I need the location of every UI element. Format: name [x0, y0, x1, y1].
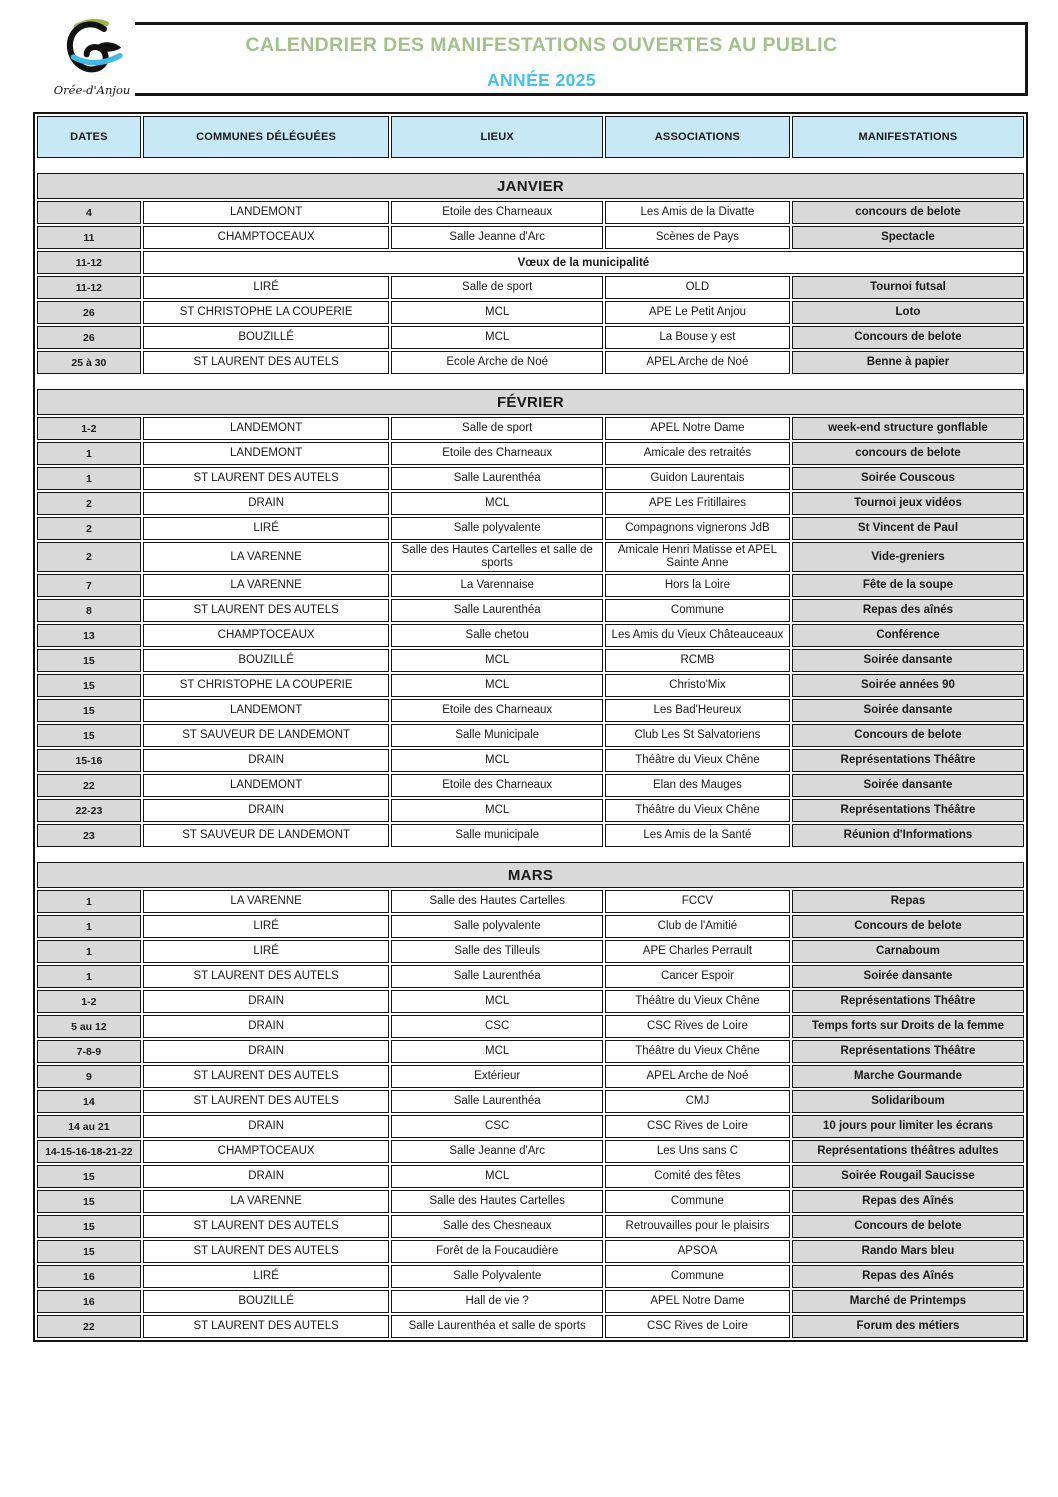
column-header: MANIFESTATIONS	[792, 116, 1024, 158]
table-row	[37, 417, 1024, 440]
commune-cell: DRAIN	[143, 492, 390, 515]
commune-cell: ST SAUVEUR DE LANDEMONT	[143, 824, 390, 847]
commune-cell: CHAMPTOCEAUX	[143, 1140, 390, 1163]
commune-cell: BOUZILLÉ	[143, 326, 390, 349]
date-cell: 22-23	[37, 799, 141, 822]
table-row	[37, 649, 1024, 672]
table-row	[37, 1065, 1024, 1088]
lieu-cell: Etoile des Charneaux	[391, 201, 602, 224]
association-cell: APE Le Petit Anjou	[605, 301, 790, 324]
association-cell: Cancer Espoir	[605, 965, 790, 988]
table-row	[37, 799, 1024, 822]
manifestation-cell: Repas des Aînés	[792, 1190, 1024, 1213]
manifestation-cell: concours de belote	[792, 201, 1024, 224]
manifestation-cell: week-end structure gonflable	[792, 417, 1024, 440]
association-cell: Les Bad'Heureux	[605, 699, 790, 722]
association-cell: APEL Arche de Noé	[605, 351, 790, 374]
lieu-cell: MCL	[391, 674, 602, 697]
table-row	[37, 351, 1024, 374]
manifestation-cell: Soirée dansante	[792, 649, 1024, 672]
lieu-cell: Salle des Tilleuls	[391, 940, 602, 963]
date-cell: 7-8-9	[37, 1040, 141, 1063]
table-row	[37, 1240, 1024, 1263]
association-cell: Commune	[605, 1190, 790, 1213]
date-cell: 15	[37, 1215, 141, 1238]
page-subtitle: ANNÉE 2025	[486, 70, 597, 90]
date-cell: 14 au 21	[37, 1115, 141, 1138]
commune-cell: LANDEMONT	[143, 774, 390, 797]
manifestation-cell: Repas des Aînés	[792, 1265, 1024, 1288]
manifestation-cell: Temps forts sur Droits de la femme	[792, 1015, 1024, 1038]
association-cell: La Bouse y est	[605, 326, 790, 349]
table-row	[37, 517, 1024, 540]
month-title: FÉVRIER	[37, 389, 1024, 415]
table-row	[37, 442, 1024, 465]
commune-cell: BOUZILLÉ	[143, 649, 390, 672]
spacer-cell	[37, 160, 1024, 171]
manifestation-cell: Repas	[792, 890, 1024, 913]
table-row	[37, 699, 1024, 722]
lieu-cell: Extérieur	[391, 1065, 602, 1088]
manifestation-cell: Marche Gourmande	[792, 1065, 1024, 1088]
table-row	[37, 1040, 1024, 1063]
table-row	[37, 724, 1024, 747]
association-cell: RCMB	[605, 649, 790, 672]
date-cell: 15	[37, 1165, 141, 1188]
column-header-row	[37, 116, 1024, 158]
spacer-row	[37, 376, 1024, 387]
spacer-cell	[37, 376, 1024, 387]
lieu-cell: MCL	[391, 326, 602, 349]
lieu-cell: MCL	[391, 492, 602, 515]
date-cell: 15-16	[37, 749, 141, 772]
commune-cell: ST LAURENT DES AUTELS	[143, 1090, 390, 1113]
lieu-cell: Salle Laurenthéa	[391, 599, 602, 622]
manifestation-cell: Solidariboum	[792, 1090, 1024, 1113]
spacer-row	[37, 849, 1024, 860]
commune-cell: ST LAURENT DES AUTELS	[143, 467, 390, 490]
manifestation-cell: Soirée années 90	[792, 674, 1024, 697]
manifestation-cell: St Vincent de Paul	[792, 517, 1024, 540]
lieu-cell: Etoile des Charneaux	[391, 774, 602, 797]
events-table-container	[33, 112, 1028, 1342]
manifestation-cell: Soirée Couscous	[792, 467, 1024, 490]
table-row	[37, 824, 1024, 847]
lieu-cell: Hall de vie ?	[391, 1290, 602, 1313]
manifestation-cell: Vide-greniers	[792, 542, 1024, 572]
table-row	[37, 624, 1024, 647]
manifestation-cell: Tournoi jeux vidéos	[792, 492, 1024, 515]
date-cell: 1-2	[37, 417, 141, 440]
lieu-cell: Salle des Chesneaux	[391, 1215, 602, 1238]
table-row	[37, 1090, 1024, 1113]
association-cell: Christo'Mix	[605, 674, 790, 697]
commune-cell: CHAMPTOCEAUX	[143, 226, 390, 249]
commune-cell: LANDEMONT	[143, 201, 390, 224]
association-cell: CSC Rives de Loire	[605, 1315, 790, 1338]
association-cell: APEL Notre Dame	[605, 1290, 790, 1313]
association-cell: Club Les St Salvatoriens	[605, 724, 790, 747]
table-row	[37, 965, 1024, 988]
lieu-cell: MCL	[391, 799, 602, 822]
commune-cell: LIRÉ	[143, 915, 390, 938]
association-cell: Les Uns sans C	[605, 1140, 790, 1163]
date-cell: 13	[37, 624, 141, 647]
date-cell: 1	[37, 467, 141, 490]
commune-cell: DRAIN	[143, 749, 390, 772]
date-cell: 26	[37, 301, 141, 324]
lieu-cell: Salle Laurenthéa	[391, 965, 602, 988]
document-header	[55, 22, 1028, 96]
commune-cell: ST LAURENT DES AUTELS	[143, 1240, 390, 1263]
events-table	[35, 114, 1026, 1340]
association-cell: Guidon Laurentais	[605, 467, 790, 490]
commune-cell: ST CHRISTOPHE LA COUPERIE	[143, 674, 390, 697]
spacer-row	[37, 160, 1024, 171]
lieu-cell: Salle des Hautes Cartelles	[391, 1190, 602, 1213]
commune-cell: DRAIN	[143, 1115, 390, 1138]
date-cell: 16	[37, 1265, 141, 1288]
lieu-cell: Salle Laurenthéa et salle de sports	[391, 1315, 602, 1338]
commune-cell: DRAIN	[143, 1040, 390, 1063]
table-row	[37, 890, 1024, 913]
table-row	[37, 492, 1024, 515]
lieu-cell: Salle chetou	[391, 624, 602, 647]
lieu-cell: MCL	[391, 990, 602, 1013]
table-row	[37, 1190, 1024, 1213]
manifestation-cell: Représentations Théâtre	[792, 749, 1024, 772]
manifestation-cell: Marché de Printemps	[792, 1290, 1024, 1313]
association-cell: Les Amis de la Santé	[605, 824, 790, 847]
date-cell: 5 au 12	[37, 1015, 141, 1038]
association-cell: Les Amis du Vieux Châteauceaux	[605, 624, 790, 647]
events-tbody	[37, 160, 1024, 1338]
table-row	[37, 574, 1024, 597]
association-cell: APSOA	[605, 1240, 790, 1263]
table-row	[37, 1290, 1024, 1313]
table-row	[37, 1165, 1024, 1188]
table-row	[37, 1215, 1024, 1238]
table-row	[37, 749, 1024, 772]
association-cell: Hors la Loire	[605, 574, 790, 597]
date-cell: 15	[37, 724, 141, 747]
lieu-cell: Salle Municipale	[391, 724, 602, 747]
table-row	[37, 326, 1024, 349]
date-cell: 1	[37, 442, 141, 465]
date-cell: 22	[37, 1315, 141, 1338]
date-cell: 26	[37, 326, 141, 349]
manifestation-cell: Soirée Rougail Saucisse	[792, 1165, 1024, 1188]
commune-cell: DRAIN	[143, 1015, 390, 1038]
manifestation-cell: Représentations Théâtre	[792, 799, 1024, 822]
date-cell: 11-12	[37, 276, 141, 299]
month-header-row	[37, 389, 1024, 415]
table-row	[37, 226, 1024, 249]
page-title: CALENDRIER DES MANIFESTATIONS OUVERTES AU PUBLIC	[245, 34, 838, 56]
date-cell: 15	[37, 1240, 141, 1263]
lieu-cell: Salle Polyvalente	[391, 1265, 602, 1288]
commune-cell: LIRÉ	[143, 517, 390, 540]
table-row	[37, 1140, 1024, 1163]
date-cell: 1	[37, 915, 141, 938]
date-cell: 4	[37, 201, 141, 224]
date-cell: 15	[37, 649, 141, 672]
lieu-cell: Forêt de la Foucaudière	[391, 1240, 602, 1263]
table-row	[37, 674, 1024, 697]
association-cell: Théâtre du Vieux Chêne	[605, 799, 790, 822]
month-title: MARS	[37, 862, 1024, 888]
manifestation-cell: Représentations Théâtre	[792, 1040, 1024, 1063]
association-cell: Retrouvailles pour le plaisirs	[605, 1215, 790, 1238]
column-header: ASSOCIATIONS	[605, 116, 790, 158]
date-cell: 16	[37, 1290, 141, 1313]
manifestation-cell: Soirée dansante	[792, 699, 1024, 722]
commune-cell: LANDEMONT	[143, 699, 390, 722]
logo-swirl-icon	[60, 13, 124, 85]
commune-cell: LANDEMONT	[143, 417, 390, 440]
table-row	[37, 915, 1024, 938]
lieu-cell: Salle Laurenthéa	[391, 1090, 602, 1113]
table-row	[37, 599, 1024, 622]
commune-cell: DRAIN	[143, 990, 390, 1013]
manifestation-cell: Carnaboum	[792, 940, 1024, 963]
date-cell: 7	[37, 574, 141, 597]
manifestation-cell: 10 jours pour limiter les écrans	[792, 1115, 1024, 1138]
table-row	[37, 940, 1024, 963]
manifestation-cell: Concours de belote	[792, 1215, 1024, 1238]
manifestation-cell: Concours de belote	[792, 326, 1024, 349]
table-row	[37, 301, 1024, 324]
lieu-cell: MCL	[391, 749, 602, 772]
manifestation-cell: Loto	[792, 301, 1024, 324]
date-cell: 8	[37, 599, 141, 622]
commune-cell: LANDEMONT	[143, 442, 390, 465]
lieu-cell: Etoile des Charneaux	[391, 442, 602, 465]
manifestation-cell: Représentations Théâtre	[792, 990, 1024, 1013]
lieu-cell: Salle polyvalente	[391, 915, 602, 938]
commune-cell: CHAMPTOCEAUX	[143, 624, 390, 647]
commune-cell: ST LAURENT DES AUTELS	[143, 965, 390, 988]
commune-cell: LA VARENNE	[143, 574, 390, 597]
lieu-cell: Salle des Hautes Cartelles et salle de sports	[391, 542, 602, 572]
logo-wordmark: Orée-d'Anjou	[53, 83, 131, 97]
commune-cell: LA VARENNE	[143, 1190, 390, 1213]
commune-cell: ST CHRISTOPHE LA COUPERIE	[143, 301, 390, 324]
association-cell: Théâtre du Vieux Chêne	[605, 1040, 790, 1063]
column-header: COMMUNES DÉLÉGUÉES	[143, 116, 390, 158]
commune-cell: LIRÉ	[143, 940, 390, 963]
date-cell: 23	[37, 824, 141, 847]
association-cell: Commune	[605, 1265, 790, 1288]
lieu-cell: La Varennaise	[391, 574, 602, 597]
column-header: DATES	[37, 116, 141, 158]
association-cell: Amicale Henri Matisse et APEL Sainte Anne	[605, 542, 790, 572]
manifestation-cell: Soirée dansante	[792, 965, 1024, 988]
date-cell: 14-15-16-18-21-22	[37, 1140, 141, 1163]
table-row	[37, 251, 1024, 274]
month-header-row	[37, 862, 1024, 888]
spacer-cell	[37, 849, 1024, 860]
date-cell: 11-12	[37, 251, 141, 274]
commune-cell: ST LAURENT DES AUTELS	[143, 1215, 390, 1238]
manifestation-cell: Benne à papier	[792, 351, 1024, 374]
manifestation-cell: Réunion d'Informations	[792, 824, 1024, 847]
manifestation-cell: Soirée dansante	[792, 774, 1024, 797]
date-cell: 1	[37, 965, 141, 988]
association-cell: CSC Rives de Loire	[605, 1115, 790, 1138]
manifestation-cell: Rando Mars bleu	[792, 1240, 1024, 1263]
lieu-cell: Salle des Hautes Cartelles	[391, 890, 602, 913]
date-cell: 1-2	[37, 990, 141, 1013]
date-cell: 1	[37, 940, 141, 963]
commune-cell: ST SAUVEUR DE LANDEMONT	[143, 724, 390, 747]
commune-cell: LA VARENNE	[143, 890, 390, 913]
association-cell: CSC Rives de Loire	[605, 1015, 790, 1038]
date-cell: 11	[37, 226, 141, 249]
table-row	[37, 1015, 1024, 1038]
lieu-cell: Salle municipale	[391, 824, 602, 847]
commune-cell: BOUZILLÉ	[143, 1290, 390, 1313]
commune-cell: ST LAURENT DES AUTELS	[143, 1065, 390, 1088]
lieu-cell: CSC	[391, 1015, 602, 1038]
lieu-cell: MCL	[391, 649, 602, 672]
commune-cell: LIRÉ	[143, 1265, 390, 1288]
lieu-cell: MCL	[391, 301, 602, 324]
manifestation-cell: Tournoi futsal	[792, 276, 1024, 299]
association-cell: APEL Notre Dame	[605, 417, 790, 440]
association-cell: OLD	[605, 276, 790, 299]
lieu-cell: Salle de sport	[391, 276, 602, 299]
association-cell: Scènes de Pays	[605, 226, 790, 249]
lieu-cell: CSC	[391, 1115, 602, 1138]
date-cell: 14	[37, 1090, 141, 1113]
association-cell: APE Charles Perrault	[605, 940, 790, 963]
lieu-cell: Salle Jeanne d'Arc	[391, 1140, 602, 1163]
date-cell: 25 à 30	[37, 351, 141, 374]
month-title: JANVIER	[37, 173, 1024, 199]
table-row	[37, 467, 1024, 490]
table-row	[37, 1315, 1024, 1338]
table-row	[37, 542, 1024, 572]
merged-event-cell: Vœux de la municipalité	[143, 251, 1024, 274]
lieu-cell: MCL	[391, 1165, 602, 1188]
date-cell: 15	[37, 699, 141, 722]
manifestation-cell: Représentations théâtres adultes	[792, 1140, 1024, 1163]
commune-cell: LIRÉ	[143, 276, 390, 299]
lieu-cell: MCL	[391, 1040, 602, 1063]
commune-cell: LA VARENNE	[143, 542, 390, 572]
commune-cell: DRAIN	[143, 1165, 390, 1188]
month-header-row	[37, 173, 1024, 199]
lieu-cell: Salle de sport	[391, 417, 602, 440]
table-row	[37, 990, 1024, 1013]
lieu-cell: Etoile des Charneaux	[391, 699, 602, 722]
manifestation-cell: concours de belote	[792, 442, 1024, 465]
table-row	[37, 276, 1024, 299]
manifestation-cell: Concours de belote	[792, 724, 1024, 747]
association-cell: APEL Arche de Noé	[605, 1065, 790, 1088]
table-row	[37, 1265, 1024, 1288]
commune-cell: DRAIN	[143, 799, 390, 822]
manifestation-cell: Forum des métiers	[792, 1315, 1024, 1338]
association-cell: Théâtre du Vieux Chêne	[605, 990, 790, 1013]
manifestation-cell: Fête de la soupe	[792, 574, 1024, 597]
association-cell: Compagnons vignerons JdB	[605, 517, 790, 540]
date-cell: 22	[37, 774, 141, 797]
association-cell: Club de l'Amitié	[605, 915, 790, 938]
table-row	[37, 201, 1024, 224]
association-cell: APE Les Fritillaires	[605, 492, 790, 515]
association-cell: CMJ	[605, 1090, 790, 1113]
date-cell: 2	[37, 517, 141, 540]
association-cell: Les Amis de la Divatte	[605, 201, 790, 224]
manifestation-cell: Repas des aînés	[792, 599, 1024, 622]
manifestation-cell: Conférence	[792, 624, 1024, 647]
commune-cell: ST LAURENT DES AUTELS	[143, 1315, 390, 1338]
date-cell: 15	[37, 674, 141, 697]
date-cell: 9	[37, 1065, 141, 1088]
table-row	[37, 1115, 1024, 1138]
association-cell: Commune	[605, 599, 790, 622]
column-header: LIEUX	[391, 116, 602, 158]
lieu-cell: Salle polyvalente	[391, 517, 602, 540]
association-cell: Amicale des retraités	[605, 442, 790, 465]
association-cell: Théâtre du Vieux Chêne	[605, 749, 790, 772]
oree-danjou-logo	[49, 12, 135, 111]
lieu-cell: Salle Laurenthéa	[391, 467, 602, 490]
commune-cell: ST LAURENT DES AUTELS	[143, 351, 390, 374]
date-cell: 2	[37, 542, 141, 572]
association-cell: FCCV	[605, 890, 790, 913]
date-cell: 2	[37, 492, 141, 515]
date-cell: 1	[37, 890, 141, 913]
association-cell: Elan des Mauges	[605, 774, 790, 797]
table-row	[37, 774, 1024, 797]
lieu-cell: Salle Jeanne d'Arc	[391, 226, 602, 249]
date-cell: 15	[37, 1190, 141, 1213]
manifestation-cell: Concours de belote	[792, 915, 1024, 938]
commune-cell: ST LAURENT DES AUTELS	[143, 599, 390, 622]
lieu-cell: Ecole Arche de Noé	[391, 351, 602, 374]
manifestation-cell: Spectacle	[792, 226, 1024, 249]
association-cell: Comité des fêtes	[605, 1165, 790, 1188]
